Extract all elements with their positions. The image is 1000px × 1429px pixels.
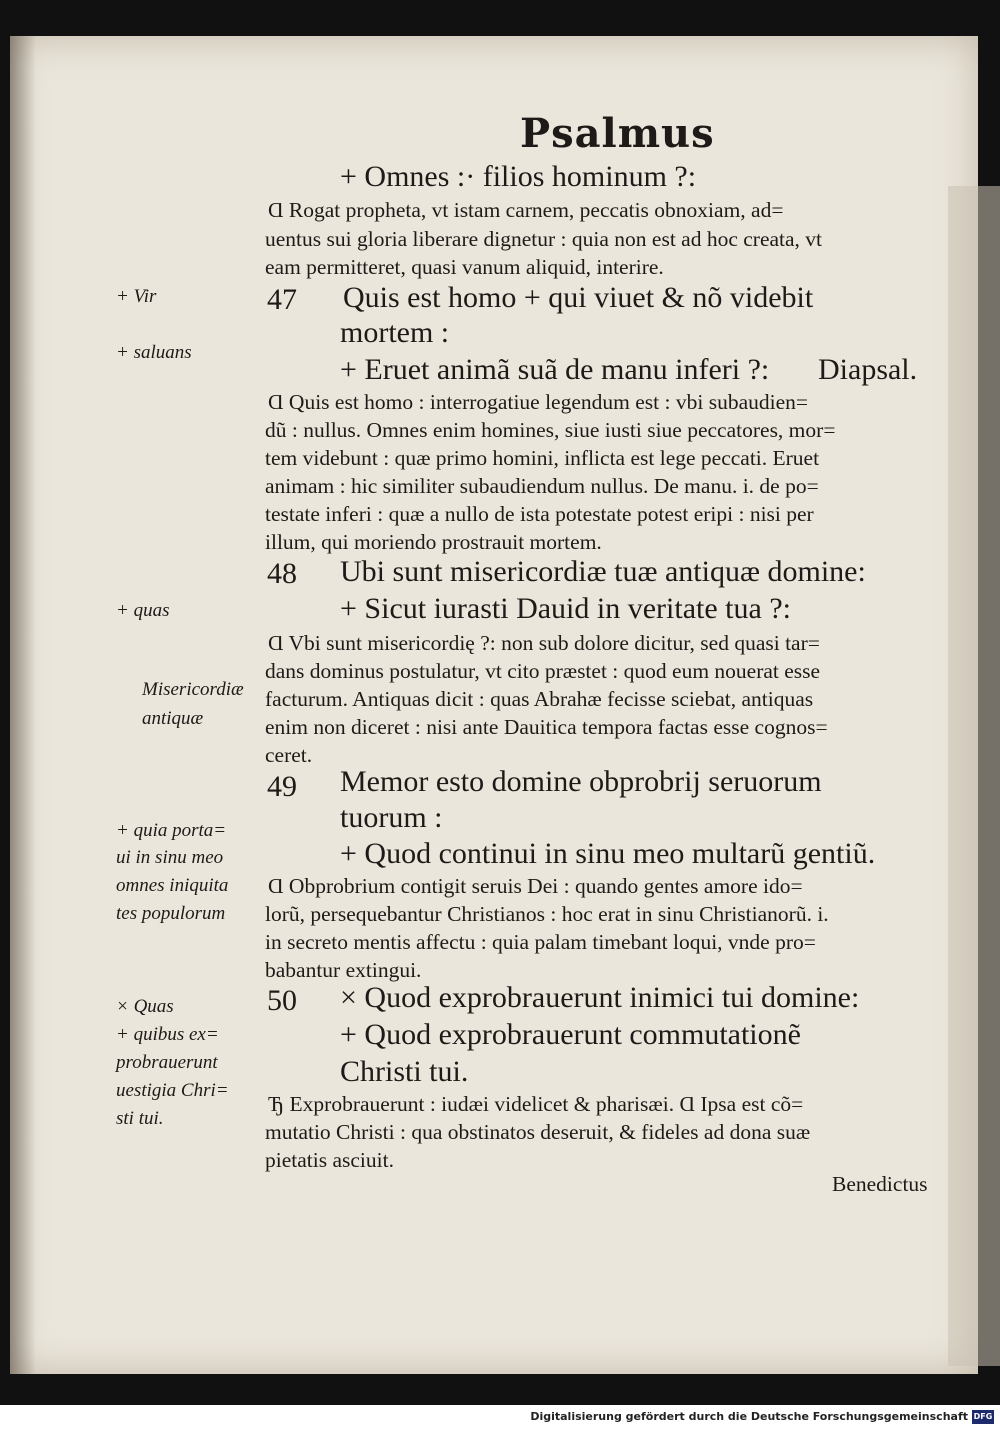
- verse-number: 47: [267, 283, 297, 316]
- marginal-note: Misericordiæ: [142, 679, 244, 700]
- digitization-footer: [0, 1405, 1000, 1429]
- commentary-line: ceret.: [265, 743, 313, 767]
- running-head: Psalmus: [520, 110, 715, 157]
- commentary-line: dans dominus postulatur, vt cito præstet : quod eum nouerat esse: [265, 659, 821, 683]
- marginal-note: + Vir: [116, 286, 157, 307]
- verse-line: + Quod continui in sinu meo multarũ gentiũ.: [340, 837, 876, 870]
- verse-line: + Eruet animã suã de manu inferi ?:: [340, 353, 770, 386]
- commentary-line: Ɑ Quis est homo : interrogatiue legendum est : vbi subaudien=: [268, 390, 808, 414]
- page-gutter-shadow: [10, 36, 36, 1374]
- commentary-line: facturum. Antiquas dicit : quas Abrahæ fecisse sciebat, antiquas: [265, 687, 814, 711]
- commentary-line: testate inferi : quæ a nullo de ista potestate potest eripi : nisi per: [265, 502, 814, 526]
- commentary-line: Ɑ Obprobrium contigit seruis Dei : quando gentes amore ido=: [268, 874, 803, 898]
- verse-number: 49: [267, 770, 297, 803]
- marginal-note: + quia porta=: [116, 820, 227, 841]
- marginal-note: + quas: [116, 600, 170, 621]
- commentary-line: illum, qui moriendo prostrauit mortem.: [265, 530, 602, 554]
- marginal-note: probrauerunt: [116, 1052, 218, 1073]
- verse-line: + Sicut iurasti Dauid in veritate tua ?:: [340, 592, 791, 625]
- commentary-line: pietatis asciuit.: [265, 1148, 394, 1172]
- marginal-note: sti tui.: [116, 1108, 164, 1129]
- marginal-note: uestigia Chri=: [116, 1080, 229, 1101]
- verse-line: Ubi sunt misericordiæ tuæ antiquæ domine:: [340, 555, 866, 588]
- commentary-line: Ђ Exprobrauerunt : iudæi videlicet & pharisæi. Ɑ Ipsa est cõ=: [268, 1092, 804, 1116]
- verse-number: 50: [267, 984, 297, 1017]
- marginal-note: antiquæ: [142, 708, 204, 729]
- facing-page-edge: [948, 186, 1000, 1366]
- marginal-note: tes populorum: [116, 903, 226, 924]
- catchword: Benedictus: [832, 1172, 928, 1196]
- verse-line: × Quod exprobrauerunt inimici tui domine:: [340, 981, 860, 1014]
- verse-line: tuorum :: [340, 801, 443, 834]
- marginal-note: + saluans: [116, 342, 192, 363]
- book-page: [10, 36, 978, 1374]
- verse-line: + Omnes :· filios hominum ?:: [340, 160, 697, 193]
- verse-line: Memor esto domine obprobrij seruorum: [340, 765, 822, 798]
- commentary-line: tem videbunt : quæ primo homini, inflicta est lege peccati. Eruet: [265, 446, 820, 470]
- commentary-line: mutatio Christi : qua obstinatos deseruit, & fideles ad dona suæ: [265, 1120, 811, 1144]
- commentary-line: babantur extingui.: [265, 958, 422, 982]
- verse-line: mortem :: [340, 316, 450, 349]
- marginal-note: × Quas: [116, 996, 174, 1017]
- marginal-note: ui in sinu meo: [116, 847, 224, 868]
- marginal-note: omnes iniquita: [116, 875, 229, 896]
- verse-line: Christi tui.: [340, 1055, 469, 1088]
- diapsalma-label: Diapsal.: [818, 353, 918, 386]
- commentary-line: Ɑ Rogat propheta, vt istam carnem, peccatis obnoxiam, ad=: [268, 198, 784, 222]
- commentary-line: in secreto mentis affectu : quia palam timebant loqui, vnde pro=: [265, 930, 816, 954]
- commentary-line: dũ : nullus. Omnes enim homines, siue iusti siue peccatores, mor=: [265, 418, 836, 442]
- commentary-line: uentus sui gloria liberare dignetur : quia non est ad hoc creata, vt: [265, 227, 823, 251]
- verse-number: 48: [267, 557, 297, 590]
- commentary-line: animam : hic similiter subaudiendum nullus. De manu. i. de po=: [265, 474, 819, 498]
- dfg-logo: DFG: [972, 1410, 994, 1424]
- commentary-line: enim non diceret : nisi ante Dauitica tempora factas esse cognos=: [265, 715, 828, 739]
- funding-credit: Digitalisierung gefördert durch die Deutsche Forschungsgemeinschaft: [530, 1410, 968, 1423]
- marginal-note: + quibus ex=: [116, 1024, 219, 1045]
- verse-line: Quis est homo + qui viuet & nõ videbit: [343, 281, 814, 314]
- commentary-line: eam permitteret, quasi vanum aliquid, interire.: [265, 255, 664, 279]
- commentary-line: Ɑ Vbi sunt misericordię ?: non sub dolore dicitur, sed quasi tar=: [268, 631, 820, 655]
- commentary-line: lorũ, persequebantur Christianos : hoc erat in sinu Christianorũ. i.: [265, 902, 829, 926]
- verse-line: + Quod exprobrauerunt commutationẽ: [340, 1018, 801, 1051]
